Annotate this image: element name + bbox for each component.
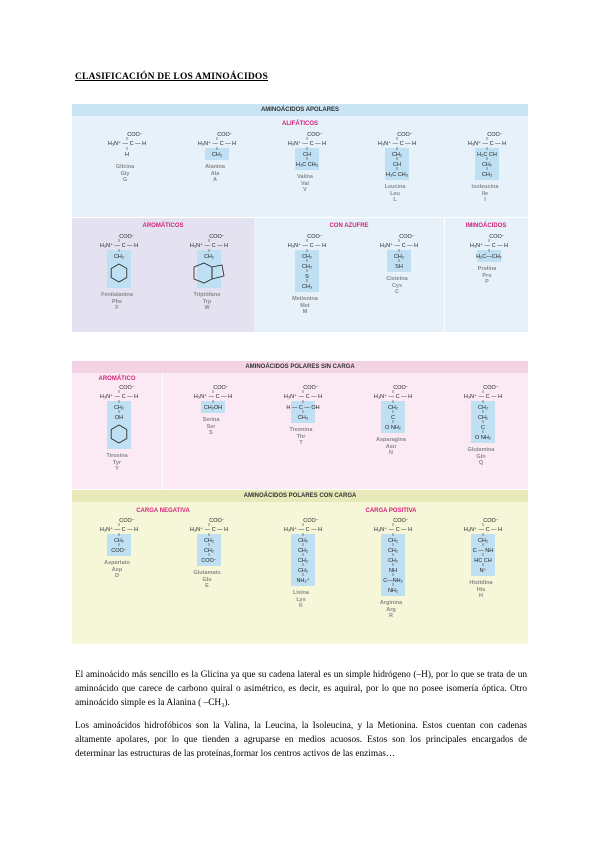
amino-acid-code: G <box>122 177 128 183</box>
amino-acid-abbr: Phe <box>111 298 123 305</box>
side-chain-group: CH₂ <box>387 405 399 411</box>
amino-backbone: H₃N⁺ — C — H <box>287 243 327 249</box>
amino-acid-name <box>258 427 344 447</box>
amino-backbone: H₃N⁺ — C — H <box>283 394 323 400</box>
amino-acid-name: Metionina <box>292 296 318 302</box>
amino-acid-abbr: His <box>476 586 486 593</box>
amino-acid-val <box>262 130 348 194</box>
divider <box>72 217 528 218</box>
amino-acid-gln <box>438 383 524 467</box>
amino-backbone: H₃N⁺ — C — H <box>283 527 323 533</box>
amino-acid-ala <box>172 130 258 184</box>
amino-acid-name <box>168 417 254 437</box>
amino-acid-name <box>438 447 524 467</box>
side-chain-group: CH₂ <box>477 405 489 411</box>
amino-acid-abbr: Cys <box>391 282 403 289</box>
amino-acid-code: V <box>303 187 307 193</box>
amino-acid-abbr: Arg <box>386 606 396 613</box>
amino-acid-pro <box>444 232 530 286</box>
amino-acid-code: A <box>213 177 217 183</box>
panel-polar-charged <box>72 490 528 644</box>
amino-acid-name: Glutamato <box>193 570 221 576</box>
side-chain-group: CH₂OH <box>203 405 223 411</box>
amino-acid-thr <box>258 383 344 447</box>
side-chain-group: CH₂ <box>301 264 313 270</box>
amino-acid-tyr <box>74 383 160 473</box>
carboxyl-group: COO⁻ <box>483 518 499 524</box>
side-chain-group: CH₂ <box>113 538 125 544</box>
amino-acid-name: Glutamina <box>467 447 495 453</box>
amino-backbone: H₃N⁺ — C — H <box>99 527 139 533</box>
amino-acid-code: H <box>479 593 483 599</box>
amino-acid-name: Treonina <box>289 427 313 433</box>
paragraph-1: El aminoácido más sencillo es la Glicina ya que su cadena lateral es un simple hidrógeno (–H), por lo que se trata de un aminoácido que carece de carbono quiral o asimétrico, es decir, es aquiral, por lo que no posee isomería óptica. Otro aminoácido simple es la Alanina ( –CH₃). <box>75 670 527 708</box>
carboxyl-group: COO⁻ <box>209 234 225 240</box>
amino-acid-cys <box>354 232 440 296</box>
panel-polar-uncharged <box>72 361 528 489</box>
structure-diagram <box>258 383 344 427</box>
amino-acid-code: C <box>395 289 399 295</box>
carboxyl-group: COO⁻ <box>127 132 143 138</box>
amino-acid-name: Aspartato <box>104 560 130 566</box>
amino-acid-ser <box>168 383 254 437</box>
amino-acid-name: Prolina <box>477 266 497 272</box>
amino-acid-code: M <box>302 309 308 315</box>
amino-acid-his <box>438 516 524 600</box>
side-chain-group: CH₂ <box>477 415 489 421</box>
amino-acid-abbr: Asn <box>385 443 397 450</box>
side-chain-group: C — NH <box>472 548 494 554</box>
side-chain-group: H₂C—CH₂ <box>476 254 502 260</box>
side-chain-group: SH <box>395 264 403 270</box>
structure-diagram <box>168 383 254 417</box>
panel-header: AMINOÁCIDOS POLARES SIN CARGA <box>72 361 528 373</box>
amino-acid-name: Cisteína <box>386 276 408 282</box>
amino-acid-abbr: Asp <box>111 566 123 573</box>
side-chain-group: C <box>391 415 395 421</box>
side-chain-group: CH₂ <box>391 152 403 158</box>
amino-backbone: H₃N⁺ — C — H <box>189 243 229 249</box>
amino-acid-name <box>74 292 160 312</box>
amino-acid-abbr: Leu <box>390 190 400 197</box>
amino-acid-code: K <box>299 603 303 609</box>
amino-acid-arg <box>348 516 434 620</box>
amino-acid-name <box>164 570 250 590</box>
carboxyl-group: COO⁻ <box>303 518 319 524</box>
side-chain-group: CH₂ <box>113 254 125 260</box>
structure-diagram <box>262 130 348 174</box>
amino-acid-name <box>164 292 250 312</box>
amino-acid-name: Triptófano <box>193 292 221 298</box>
amino-backbone: H₃N⁺ — C — H <box>287 141 327 147</box>
section-aromatic: AROMÁTICO <box>98 376 136 382</box>
side-chain-group: C—NH₂ <box>383 578 403 584</box>
carboxyl-group: COO⁻ <box>393 385 409 391</box>
amino-acid-name: Arginina <box>379 600 403 606</box>
amino-acid-name: Alanina <box>205 164 225 170</box>
amino-acid-name <box>172 164 258 184</box>
amino-backbone: H₃N⁺ — C — H <box>193 394 233 400</box>
amino-acid-name <box>74 453 160 473</box>
section-imino: IMINOÁCIDOS <box>465 223 507 229</box>
amino-backbone: H₃N⁺ — C — H <box>377 141 417 147</box>
amino-acid-abbr: Thr <box>296 433 306 440</box>
side-chain-group: OH <box>114 415 124 421</box>
amino-acid-asn <box>348 383 434 457</box>
amino-acid-name: Fenilalanina <box>101 292 133 298</box>
side-chain-group: O NH₂ <box>385 425 401 431</box>
side-chain-group: N⁺ <box>479 568 487 574</box>
amino-acid-name <box>258 590 344 610</box>
amino-acid-leu <box>352 130 438 204</box>
amino-acid-abbr: Lys <box>296 596 306 603</box>
structure-diagram <box>438 383 524 447</box>
amino-acid-abbr: Pro <box>482 272 492 279</box>
amino-acid-gly <box>82 130 168 184</box>
structure-diagram <box>348 383 434 437</box>
side-chain-group: C <box>481 425 485 431</box>
carboxyl-group: COO⁻ <box>303 385 319 391</box>
amino-acid-code: L <box>393 197 397 203</box>
section-aromatic: AROMÁTICOS <box>142 223 184 229</box>
side-chain-group: S <box>305 274 309 280</box>
amino-acid-code: D <box>115 573 119 579</box>
amino-acid-phe <box>74 232 160 312</box>
amino-acid-abbr: Met <box>300 302 310 309</box>
side-chain-group: H₃C CH₃ <box>296 162 318 168</box>
structure-diagram <box>164 516 250 570</box>
side-chain-group: CH₂ <box>481 162 493 168</box>
amino-backbone: H₃N⁺ — C — H <box>189 527 229 533</box>
amino-acid-code: N <box>389 450 393 456</box>
side-chain-group: CH₂ <box>203 548 215 554</box>
side-chain-group: CH₂ <box>203 538 215 544</box>
amino-backbone: H₃N⁺ — C — H <box>379 243 419 249</box>
side-chain-group: COO⁻ <box>111 548 127 554</box>
side-chain-group: H₃C CH₃ <box>386 172 408 178</box>
structure-diagram <box>74 232 160 292</box>
structure-diagram <box>444 232 530 266</box>
amino-acid-code: T <box>299 440 303 446</box>
amino-acid-abbr: Ile <box>481 190 489 197</box>
amino-acid-name <box>442 184 528 204</box>
amino-acid-lys <box>258 516 344 610</box>
side-chain-group: CH₃ <box>297 415 309 421</box>
amino-acid-code: R <box>389 613 393 619</box>
side-chain-group: NH <box>389 568 397 574</box>
structure-diagram <box>352 130 438 184</box>
amino-backbone: H₃N⁺ — C — H <box>197 141 237 147</box>
amino-acid-name <box>354 276 440 296</box>
structure-diagram <box>442 130 528 184</box>
amino-acid-abbr: Ala <box>210 170 220 177</box>
side-chain-group: CH₂ <box>387 548 399 554</box>
structure-diagram <box>74 383 160 453</box>
amino-acid-abbr: Tyr <box>112 459 122 466</box>
amino-acid-trp <box>164 232 250 312</box>
side-chain-group: CH₂ <box>477 538 489 544</box>
amino-backbone: H₃N⁺ — C — H <box>373 527 413 533</box>
amino-backbone: H₃N⁺ — C — H <box>99 394 139 400</box>
amino-backbone: H₃N⁺ — C — H <box>107 141 147 147</box>
amino-acid-code: F <box>115 305 119 311</box>
panel-apolar <box>72 104 528 332</box>
carboxyl-group: COO⁻ <box>483 385 499 391</box>
panel-header: AMINOÁCIDOS POLARES CON CARGA <box>72 490 528 502</box>
side-chain-group: COO⁻ <box>201 558 217 564</box>
amino-acid-code: Q <box>478 460 484 466</box>
carboxyl-group: COO⁻ <box>307 234 323 240</box>
divider <box>162 373 163 489</box>
carboxyl-group: COO⁻ <box>307 132 323 138</box>
amino-acid-met <box>262 232 348 316</box>
amino-acid-asp <box>74 516 160 580</box>
amino-backbone: H₃N⁺ — C — H <box>467 141 507 147</box>
amino-acid-code: P <box>485 279 489 285</box>
side-chain-group: CH₃ <box>211 152 223 158</box>
amino-acid-name: Valina <box>297 174 313 180</box>
carboxyl-group: COO⁻ <box>119 518 135 524</box>
side-chain-group: CH₂ <box>297 538 309 544</box>
amino-acid-abbr: Glu <box>202 576 212 583</box>
amino-backbone: H₃N⁺ — C — H <box>99 243 139 249</box>
page-title: CLASIFICACIÓN DE LOS AMINOÁCIDOS <box>75 72 268 82</box>
section-negative: CARGA NEGATIVA <box>136 508 190 514</box>
side-chain-group: NH₂ <box>387 588 399 594</box>
amino-acid-name: Lisina <box>293 590 309 596</box>
amino-acid-name: Isoleucina <box>471 184 499 190</box>
amino-acid-name <box>262 296 348 316</box>
side-chain-group: H₃C CH <box>477 152 497 158</box>
amino-acid-name <box>82 164 168 184</box>
amino-acid-name: Asparagina <box>376 437 406 443</box>
section-sulfur: CON AZUFRE <box>329 223 369 229</box>
side-chain-group: CH₃ <box>481 172 493 178</box>
structure-diagram <box>262 232 348 296</box>
amino-acid-code: I <box>484 197 486 203</box>
amino-acid-name: Serina <box>202 417 220 423</box>
amino-acid-name <box>348 437 434 457</box>
side-chain-group: CH₂ <box>387 538 399 544</box>
section-aliphatic: ALIFÁTICOS <box>282 121 318 127</box>
side-chain-group: CH₂ <box>301 254 313 260</box>
side-chain-group: CH₂ <box>113 405 125 411</box>
amino-acid-name <box>438 580 524 600</box>
carboxyl-group: COO⁻ <box>213 385 229 391</box>
side-chain-group: CH₂ <box>297 558 309 564</box>
carboxyl-group: COO⁻ <box>487 132 503 138</box>
side-chain-group: CH <box>303 152 311 158</box>
amino-backbone: H₃N⁺ — C — H <box>463 394 503 400</box>
amino-acid-name <box>444 266 530 286</box>
amino-acid-glu <box>164 516 250 590</box>
amino-acid-name <box>262 174 348 194</box>
amino-backbone: H₃N⁺ — C — H <box>469 243 509 249</box>
structure-diagram <box>438 516 524 580</box>
amino-acid-abbr: Trp <box>202 298 212 305</box>
amino-acid-name <box>352 184 438 204</box>
side-chain-group: H <box>125 152 129 158</box>
amino-acid-ile <box>442 130 528 204</box>
carboxyl-group: COO⁻ <box>399 234 415 240</box>
amino-acid-name: Glicina <box>115 164 135 170</box>
amino-acid-name: Tirosina <box>106 453 128 459</box>
structure-diagram <box>348 516 434 600</box>
side-chain-group: NH₃⁺ <box>296 578 310 584</box>
amino-acid-code: W <box>204 305 210 311</box>
panel-header: AMINOÁCIDOS APOLARES <box>72 104 528 116</box>
amino-acid-name <box>348 600 434 620</box>
amino-backbone: H₃N⁺ — C — H <box>463 527 503 533</box>
amino-acid-abbr: Ser <box>206 423 216 430</box>
paragraph-2: Los aminoácidos hidrofóbicos son la Valina, la Leucina, la Isoleucina, y la Metionina. Estos cuentan con cadenas altamente apolares, por lo que tienden a agruparse en medios acuosos. Estos son los principales encargados de determinar las estructuras de las proteínas,formar los centros activos de las enzimas… <box>75 721 527 759</box>
carboxyl-group: COO⁻ <box>119 385 135 391</box>
side-chain-group: HC CH <box>474 558 492 564</box>
side-chain-group: CH <box>393 162 401 168</box>
carboxyl-group: COO⁻ <box>209 518 225 524</box>
amino-acid-abbr: Gln <box>476 453 486 460</box>
side-chain-group: CH₂ <box>393 254 405 260</box>
amino-acid-name: Histidina <box>469 580 493 586</box>
amino-acid-abbr: Gly <box>120 170 130 177</box>
structure-diagram <box>258 516 344 590</box>
structure-diagram <box>74 516 160 560</box>
structure-diagram <box>354 232 440 276</box>
amino-acid-code: Y <box>115 466 119 472</box>
side-chain-group: CH₂ <box>297 548 309 554</box>
amino-acid-abbr: Val <box>301 180 309 187</box>
amino-acid-code: E <box>205 583 209 589</box>
carboxyl-group: COO⁻ <box>119 234 135 240</box>
side-chain-group: CH₃ <box>301 284 313 290</box>
amino-acid-code: S <box>209 430 213 436</box>
carboxyl-group: COO⁻ <box>217 132 233 138</box>
section-positive: CARGA POSITIVA <box>365 508 417 514</box>
amino-acid-name <box>74 560 160 580</box>
side-chain-group: CH₂ <box>297 568 309 574</box>
structure-diagram <box>82 130 168 164</box>
amino-acid-name: Leucina <box>384 184 406 190</box>
side-chain-group: CH₂ <box>203 254 215 260</box>
carboxyl-group: COO⁻ <box>489 234 505 240</box>
side-chain-group: O NH₂ <box>475 435 491 441</box>
side-chain-group: H — C — OH <box>286 405 320 411</box>
amino-backbone: H₃N⁺ — C — H <box>373 394 413 400</box>
carboxyl-group: COO⁻ <box>397 132 413 138</box>
carboxyl-group: COO⁻ <box>393 518 409 524</box>
side-chain-group: CH₂ <box>387 558 399 564</box>
structure-diagram <box>164 232 250 292</box>
structure-diagram <box>172 130 258 164</box>
